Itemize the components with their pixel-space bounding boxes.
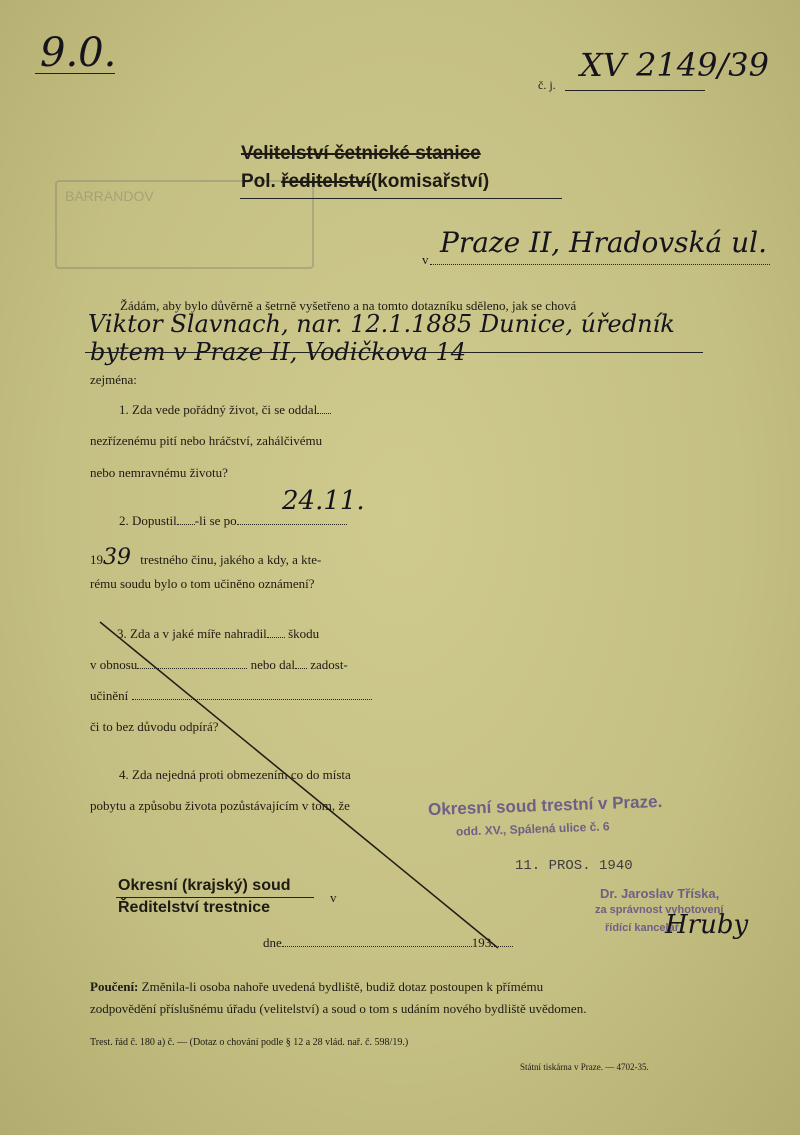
q2-year-handwritten: 39 <box>103 545 131 570</box>
court-stamp-line4: za správnost vyhotovení <box>595 904 724 916</box>
q2-date-handwritten: 24.11. <box>282 486 365 516</box>
address-line: bytem v Praze II, Vodičkova 14 <box>90 338 467 366</box>
court-stamp-line1: Okresní soud trestní v Praze. <box>427 791 663 820</box>
signature-handwritten: Hruby <box>665 910 749 940</box>
q3-line1a: 3. Zda a v jaké míře nahradil <box>117 626 267 641</box>
q3-line2c: zadost- <box>310 657 348 672</box>
q3-line1b: škodu <box>288 626 320 641</box>
zejmena-label: zejména: <box>90 372 137 387</box>
instruction-line1 <box>90 979 543 995</box>
q2-line2b: trestného činu, jakého a kdy, a kte- <box>140 552 322 567</box>
place-prefix: v <box>422 252 429 267</box>
year-blank <box>491 946 513 947</box>
q3-line4: či to bez důvodu odpírá? <box>90 719 219 734</box>
number-prefix: č. j. <box>538 78 556 92</box>
q4-line1: 4. Zda nejedná proti obmezením co do místa <box>119 767 351 782</box>
q3-line2a: v obnosu <box>90 657 138 672</box>
header-line2-struck: ředitelství <box>281 171 371 192</box>
date-blank <box>282 946 472 947</box>
intro-text: Žádám, aby bylo důvěrně a šetrně vyšetřeno a na tomto dotazníku sděleno, jak se chová <box>120 298 577 313</box>
date-line <box>263 935 513 951</box>
directorate-label: Ředitelství trestnice <box>118 899 271 916</box>
q1-line3: nebo nemravnému životu? <box>90 465 228 480</box>
file-mark: 9.0. <box>40 30 117 76</box>
court-label: Okresní (krajský) soud <box>118 877 291 894</box>
footnote-right: Státní tiskárna v Praze. — 4702-35. <box>520 1062 649 1072</box>
q1-line1-text: 1. Zda vede pořádný život, či se oddal <box>119 402 318 417</box>
faded-stamp-text: BARRANDOV <box>65 188 154 204</box>
q1-line2: nezřízenému pití nebo hráčství, zahálčivému <box>90 433 323 448</box>
place-handwritten: Praze II, Hradovská ul. <box>440 226 767 259</box>
header-line1: Velitelství četnické stanice <box>241 143 481 164</box>
instruction-text1: Změnila-li osoba nahoře uvedená bydliště, budiž dotaz postoupen k přímému <box>141 979 544 994</box>
q2-line1a: 2. Dopustil <box>119 513 177 528</box>
q4-line2: pobytu a způsobu života pozůstávajícím v tom, že <box>90 798 350 813</box>
court-stamp-line3: Dr. Jaroslav Tříska, <box>600 886 720 901</box>
court-underline <box>116 897 314 898</box>
instruction-line2: zodpovědění příslušnému úřadu (velitelství) a soud o tom s udáním nového bydliště uvědomen. <box>90 1001 587 1016</box>
court-stamp-line2: odd. XV., Spálená ulice č. 6 <box>455 819 610 839</box>
q2-line3: rému soudu bylo o tom učiněno oznámení? <box>90 576 315 591</box>
instruction-label: Poučení: <box>90 979 139 994</box>
year-label: 193 <box>471 935 492 950</box>
case-number: XV 2149/39 <box>580 46 769 84</box>
q3-line2b: nebo dal <box>250 657 295 672</box>
q3-line3-text: učinění <box>90 688 129 703</box>
footnote-left: Trest. řád č. 180 a) č. — (Dotaz o chování podle § 12 a 28 vlád. nař. č. 598/19.) <box>90 1037 409 1048</box>
header-line2-suffix: (komisařství) <box>370 171 490 192</box>
court-stamp-date: 11. PROS. 1940 <box>515 858 633 874</box>
q2-line2a: 19 <box>90 552 103 567</box>
header-line2-prefix: Pol. <box>241 171 276 192</box>
court-stamp-line5: řídící kancelář <box>605 922 679 934</box>
q2-line1b: -li se po <box>194 513 237 528</box>
person-line: Viktor Slavnach, nar. 12.1.1885 Dunice, úředník <box>88 310 675 338</box>
dne-label: dne <box>263 935 282 950</box>
footer-v: v <box>330 890 337 905</box>
